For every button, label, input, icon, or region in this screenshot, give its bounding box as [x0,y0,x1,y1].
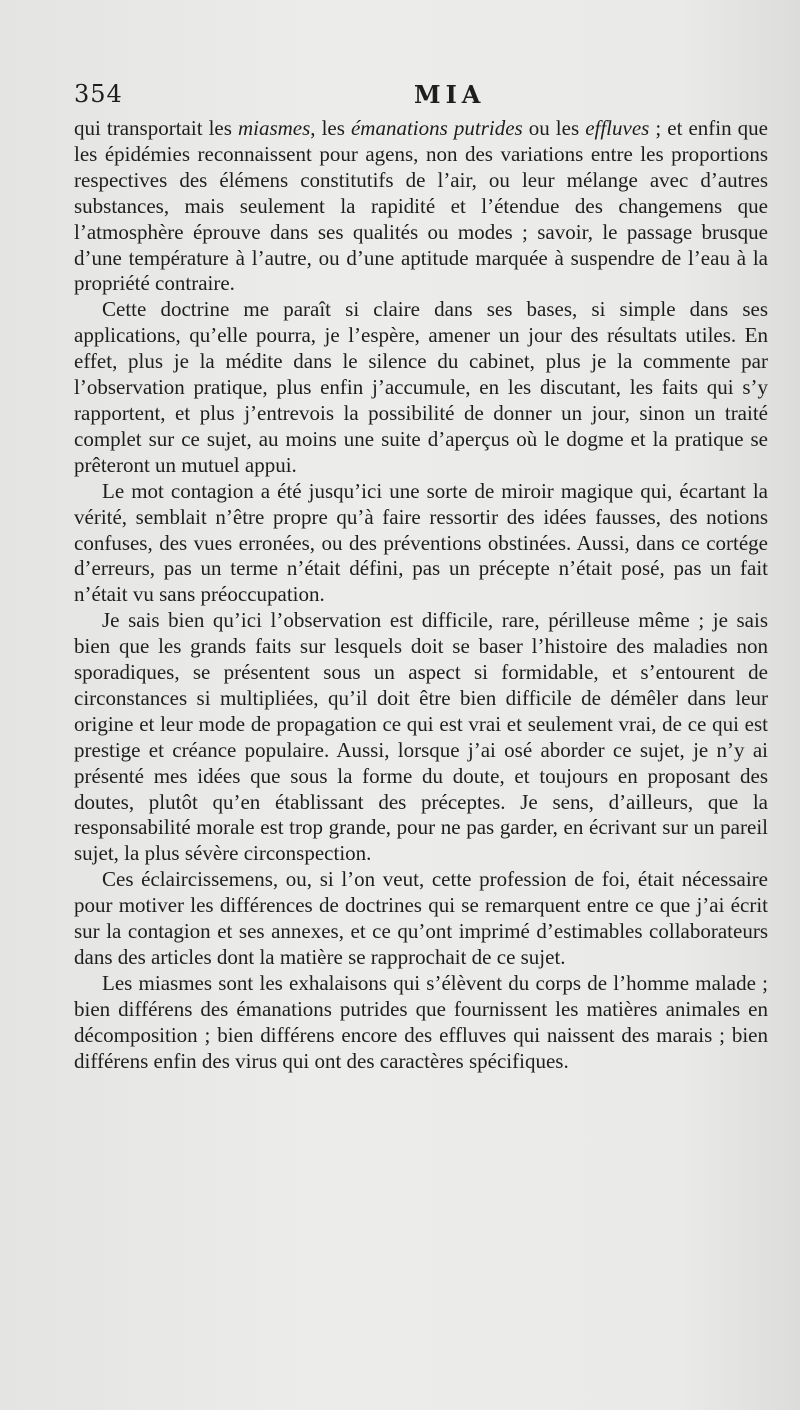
paragraph-5: Ces éclaircissemens, ou, si l’on veut, cette profession de foi, était nécessaire pour motiver les différences de doctrines qui se remarquent entre ce que j’ai écrit sur la contagion et ses annexes, et ce qu’ont imprimé d’estimables collaborateurs dans des articles dont la matière se rapprochait de ce sujet. [74,867,768,969]
italic-term: miasmes [237,116,311,140]
page-header [74,80,774,116]
body-text [74,116,768,1075]
paragraph-2: Cette doctrine me paraît si claire dans ses bases, si simple dans ses applications, qu’elle pourra, je l’espère, amener un jour des résultats utiles. En effet, plus je la médite dans le silence du cabinet, plus je la commente par l’observation pratique, plus enfin j’accumule, en les discutant, les faits qui s’y rapportent, et plus j’entrevois la possibilité de donner un jour, sinon un traité complet sur ce sujet, au moins une suite d’aperçus où le dogme et la pratique se prêteront un mutuel appui. [74,297,768,477]
paragraph-6: Les miasmes sont les exhalaisons qui s’élèvent du corps de l’homme malade ; bien différens des émanations putrides que fournissent les matières animales en décomposition ; bien différens encore des effluves qui naissent des marais ; bien différens enfin des virus qui ont des caractères spécifiques. [74,970,768,1073]
paragraph-4: Je sais bien qu’ici l’observation est difficile, rare, périlleuse même ; je sais bien que les grands faits sur lesquels doit se baser l’histoire des maladies non sporadiques, se présentent sous un aspect si formidable, et s’entourent de circonstances si multipliées, qu’il doit être bien difficile de démêler dans leur origine et leur mode de propagation ce qui est vrai et seulement vrai, de ce qui est prestige et créance populaire. Aussi, lorsque j’ai osé aborder ce sujet, je n’y ai présenté mes idées que sous la forme du doute, et toujours en proposant des doutes, plutôt qu’en établissant des préceptes. Je sens, d’ailleurs, que la responsabilité morale est trop grande, pour ne pas garder, en écrivant sur un pareil sujet, la plus sévère circonspection. [74,608,768,866]
italic-term: effluves [585,116,650,140]
running-head: MIA [414,80,486,109]
text-run: ; et enfin que les épidémies reconnaissent pour agens, non des variations entre les proportions respectives des élémens constitutifs de l’air, ou leur mélange avec d’autres substances, mais seulement la rapidité et l’étendue des changemens que l’atmosphère éprouve dans ses qualités ou modes ; savoir, le passage brusque d’une température à l’autre, ou d’une aptitude marquée à suspendre de l’eau à la propriété contraire. [74,116,768,296]
paragraph-3: Le mot contagion a été jusqu’ici une sorte de miroir magique qui, écartant la vérité, semblait n’être propre qu’à faire ressortir des idées fausses, des notions confuses, des vues erronées, ou des préventions obstinées. Aussi, dans ce cortége d’erreurs, pas un terme n’était défini, pas un précepte n’était posé, pas un fait n’était vu sans préoccupation. [74,478,768,607]
italic-term: émanations putrides [350,116,523,140]
paragraph-1 [74,116,768,297]
text-run: ou les [522,116,586,140]
text-run: qui transportait les [74,116,238,140]
text-run: , les [310,116,351,140]
page-number: 354 [74,80,123,108]
